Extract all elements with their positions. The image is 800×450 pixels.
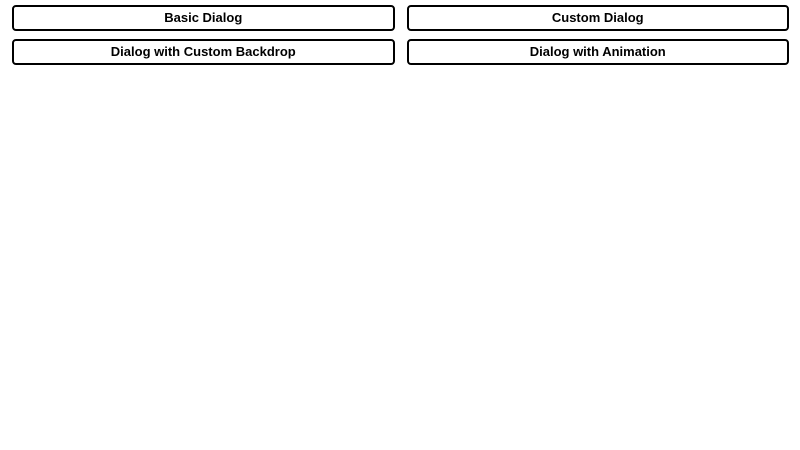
basic-dialog-button[interactable]: Basic Dialog	[12, 5, 395, 31]
custom-dialog-button[interactable]: Custom Dialog	[407, 5, 790, 31]
dialog-with-animation-button[interactable]: Dialog with Animation	[407, 39, 790, 65]
dialog-with-custom-backdrop-button[interactable]: Dialog with Custom Backdrop	[12, 39, 395, 65]
dialog-buttons-grid	[0, 0, 800, 65]
empty-page-area	[0, 65, 800, 450]
